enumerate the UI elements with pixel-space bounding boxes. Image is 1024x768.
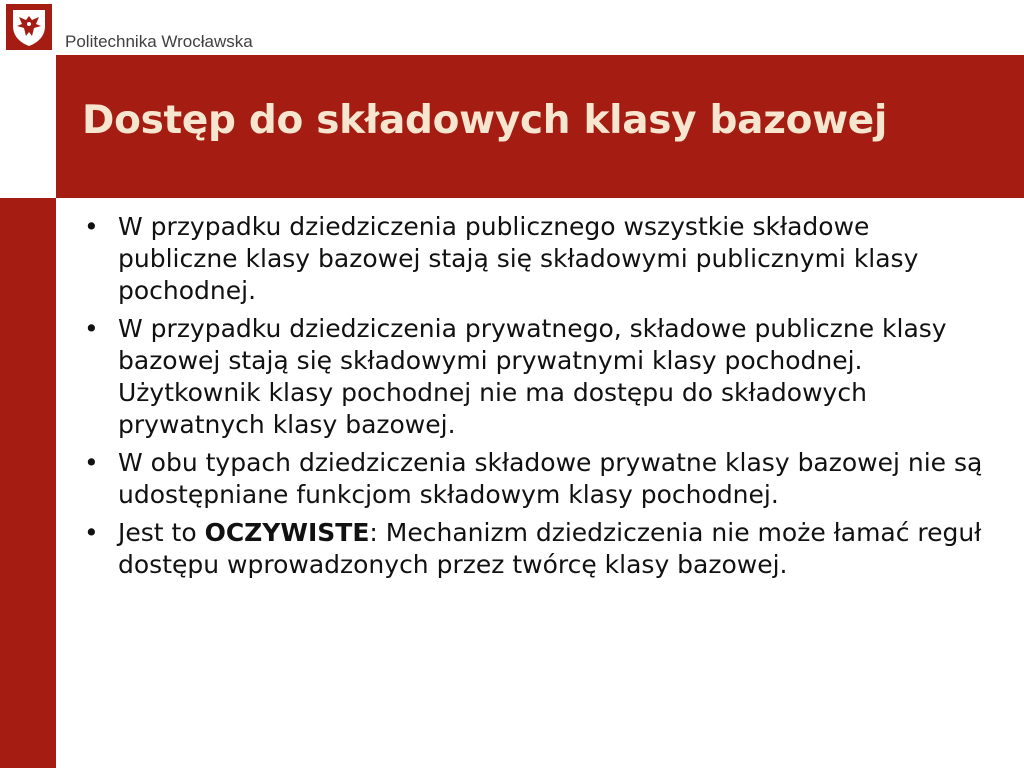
bullet-text-prefix: Jest to — [118, 518, 205, 547]
bullet-item — [80, 211, 995, 307]
title-band — [56, 55, 1024, 198]
eagle-emblem-icon — [6, 4, 52, 50]
bullet-dot: • — [84, 314, 99, 343]
bullet-item — [80, 447, 995, 511]
left-decorative-stripe — [0, 198, 56, 768]
bullet-dot: • — [84, 448, 99, 477]
bullet-text: W obu typach dziedziczenia składowe prywatne klasy bazowej nie są udostępniane funkcjom składowym klasy pochodnej. — [118, 448, 983, 509]
bullet-item — [80, 517, 995, 581]
bullet-dot: • — [84, 212, 99, 241]
bullet-item — [80, 313, 995, 441]
bullet-dot: • — [84, 518, 99, 547]
bullet-text-suffix: : Mechanizm dziedziczenia nie może łamać reguł dostępu wprowadzonych przez twórcę klasy bazowej. — [118, 518, 982, 579]
bullet-text: W przypadku dziedziczenia prywatnego, składowe publiczne klasy bazowej stają się składowymi prywatnymi klasy pochodnej. Użytkownik klasy pochodnej nie ma dostępu do składowych prywatnych klasy bazowej. — [118, 314, 947, 439]
bullet-emphasis: OCZYWISTE — [204, 518, 370, 547]
university-name: Politechnika Wrocławska — [65, 32, 253, 51]
slide-title: Dostęp do składowych klasy bazowej — [82, 98, 888, 143]
bullet-text: W przypadku dziedziczenia publicznego wszystkie składowe publiczne klasy bazowej stają się składowymi publicznymi klasy pochodnej. — [118, 212, 919, 305]
bullet-list — [80, 211, 995, 587]
